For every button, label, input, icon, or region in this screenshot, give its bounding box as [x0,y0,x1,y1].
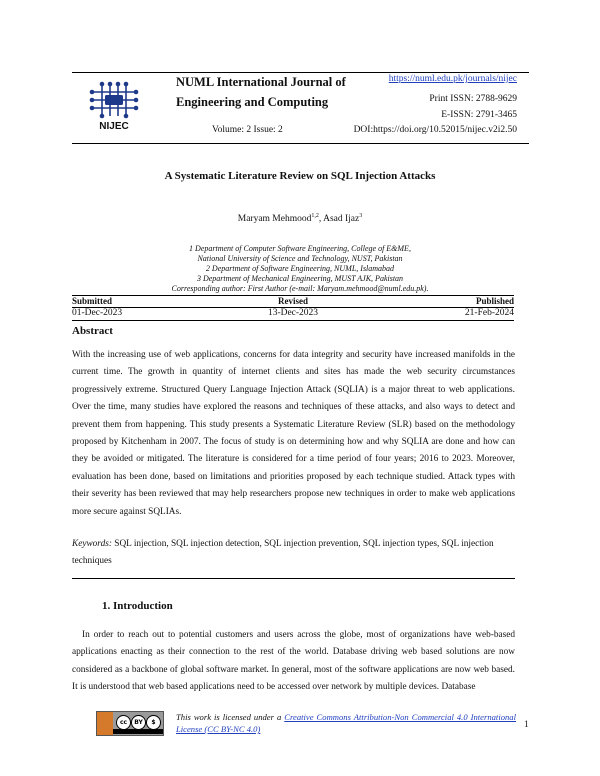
print-issn: Print ISSN: 2788-9629 [429,94,517,104]
published-date: 21-Feb-2024 [464,308,514,318]
dates-rule-bottom [72,320,514,321]
keywords-rule [72,578,515,579]
by-icon: BY [131,715,146,730]
keywords-label: Keywords: [72,539,112,549]
revised-date: 13-Dec-2023 [267,308,319,318]
badge-label-bar [113,729,163,734]
affiliation-1-cont: National University of Science and Technology, NUST, Pakistan [197,254,403,263]
author-line [0,213,600,224]
affiliation-3: 3 Department of Mechanical Engineering, MUST AJK, Pakistan [196,274,404,283]
introduction-text: In order to reach out to potential customers and users across the globe, most of organizations have web-based applications enacting as their connection to the rest of the world. Database driving web based solutions are now considered as a backbone of global software market. In general, most of the software applications are now web based. It is understood that web based applications need to be accessed over network by multiple devices. Database [72,630,515,693]
cc-badge-stripe [97,712,113,735]
corresponding-author: Corresponding author: First Author (e-mail: Maryam.mehmood@numl.edu.pk). [171,284,429,293]
affiliation-1: 1 Department of Computer Software Engineering, College of E&ME, [189,244,411,253]
journal-url-link[interactable]: https://numl.edu.pk/journals/nijec [388,74,517,84]
submitted-date: 01-Dec-2023 [72,308,123,318]
doi: DOI:https://doi.org/10.52015/nijec.v2i2.50 [353,125,517,135]
published-label: Published [475,296,514,306]
author-2: Asad Ijaz [323,214,360,225]
nc-icon: $ [146,715,161,730]
author-1-affil: 1,2 [311,213,319,219]
author-1: Maryam Mehmood [237,214,312,225]
volume-issue: Volume: 2 Issue: 2 [212,125,283,135]
license-statement [176,711,516,735]
license-link[interactable]: Creative Commons Attribution-Non Commercial 4.0 International License (CC BY-NC 4.0) [176,712,516,734]
affiliation-2: 2 Department of Software Engineering, NUML, Islamabad [205,264,395,273]
revised-label: Revised [278,296,308,306]
dates-value-row [72,308,514,320]
e-issn: E-ISSN: 2791-3465 [441,110,517,120]
author-separator: , [318,214,324,225]
submitted-label: Submitted [72,296,113,306]
journal-title-line2: Engineering and Computing [176,95,329,109]
keywords [72,536,515,571]
cc-license-badge[interactable] [96,711,164,736]
logo-text: NIJEC [99,121,129,132]
page-number: 1 [524,720,529,730]
abstract-heading: Abstract [72,325,113,337]
dates-header-row [72,296,514,307]
paper-title: A Systematic Literature Review on SQL Injection Attacks [164,170,436,182]
journal-title-line1: NUML International Journal of [176,75,346,89]
keywords-text: SQL injection, SQL injection detection, SQL injection prevention, SQL injection types, SQL injection techniques [72,539,494,567]
abstract-text: With the increasing use of web applications, concerns for data integrity and security have increased manifolds in the current time. The growth in quantity of internet clients and sites has made the web security circumstances progressively extreme. Structured Query Language Injection Attack (SQLIA) is a major threat to web applications. Over the time, many studies have explored the reasons and techniques of these attacks, and also ways to detect and prevent them from happening. This study presents a Systematic Literature Review (SLR) based on the methodology proposed by Kitchenham in 2007. The focus of study is on determining how and why SQLIA are done and how can they be avoided or mitigated. The literature is considered for a time period of four years; 2016 to 2023. Moreover, evaluation has been done, based on limitations and priorities proposed by each technique studied. Attack types with their severity has been reviewed that may help researchers propose new techniques in order to make web applications more secure against SQLIAs. [72,350,515,517]
section-heading-introduction: 1. Introduction [102,600,173,612]
license-prefix: This work is licensed under a [176,712,285,722]
journal-logo [86,80,148,132]
cc-icon: cc [116,715,131,730]
author-2-affil: 3 [359,213,363,219]
